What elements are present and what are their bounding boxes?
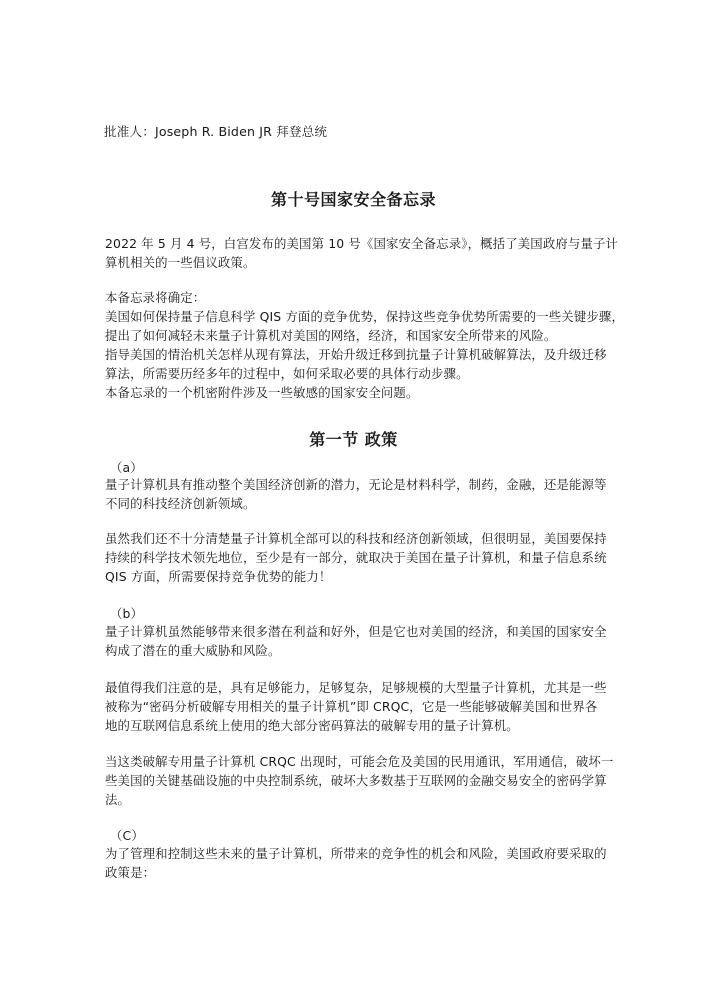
paragraph-line: 持续的科学技术领先地位，至少是有一部分，就取决于美国在量子计算机，和量子信息系统 — [105, 550, 607, 565]
paragraph-line: 构成了潜在的重大威胁和风险。 — [105, 643, 281, 658]
intro-line: 算机相关的一些倡议政策。 — [105, 255, 256, 270]
paragraph-line: 最值得我们注意的是，具有足够能力，足够复杂，足够规模的大型量子计算机，尤其是一些 — [105, 680, 607, 695]
memo-line: 本备忘录将确定： — [105, 290, 206, 305]
paragraph-line: 量子计算机虽然能够带来很多潜在利益和好外，但是它也对美国的经济，和美国的国家安全 — [105, 624, 607, 639]
memo-line: 提出了如何减轻未来量子计算机对美国的网络，经济，和国家安全所带来的风险。 — [105, 328, 557, 343]
paragraph-line: 当这类破解专用量子计算机 CRQC 出现时，可能会危及美国的民用通讯，军用通信，破坏一 — [105, 754, 614, 769]
paragraph-line: 为了管理和控制这些未来的量子计算机，所带来的竞争性的机会和风险，美国政府要采取的 — [105, 846, 607, 861]
document-title: 第十号国家安全备忘录 — [270, 190, 436, 209]
clause-marker-c: （C） — [110, 828, 144, 843]
paragraph-line: QIS 方面，所需要保持竞争优势的能力！ — [105, 569, 332, 584]
memo-line: 指导美国的情治机关怎样从现有算法，开始升级迁移到抗量子计算机破解算法，及升级迁移 — [105, 347, 607, 362]
paragraph-line: 地的互联网信息系统上使用的绝大部分密码算法的破解专用的量子计算机。 — [105, 718, 519, 733]
paragraph-line: 些美国的关键基础设施的中央控制系统，破坏大多数基于互联网的金融交易安全的密码学算 — [105, 773, 607, 788]
memo-line: 本备忘录的一个机密附件涉及一些敏感的国家安全问题。 — [105, 385, 419, 400]
paragraph-line: 量子计算机具有推动整个美国经济创新的潜力，无论是材料科学，制药，金融，还是能源等 — [105, 477, 607, 492]
memo-line: 算法，所需要历经多年的过程中，如何采取必要的具体行动步骤。 — [105, 366, 469, 381]
paragraph-line: 法。 — [105, 792, 131, 807]
clause-marker-a: （a） — [110, 460, 143, 475]
paragraph-line: 虽然我们还不十分清楚量子计算机全部可以的科技和经济创新领域，但很明显，美国要保持 — [105, 531, 607, 546]
paragraph-line: 政策是： — [105, 865, 156, 880]
approver-line: 批准人：Joseph R. Biden JR 拜登总统 — [104, 124, 328, 139]
clause-marker-b: （b） — [110, 606, 144, 621]
section-title: 第一节 政策 — [309, 430, 398, 449]
memo-line: 美国如何保持量子信息科学 QIS 方面的竞争优势，保持这些竞争优势所需要的一些关键步骤， — [105, 309, 624, 324]
paragraph-line: 被称为“密码分析破解专用相关的量子计算机”即 CRQC，它是一些能够破解美国和世界各 — [105, 699, 598, 714]
paragraph-line: 不同的科技经济创新领域。 — [105, 496, 256, 511]
intro-line: 2022 年 5 月 4 号，白宫发布的美国第 10 号《国家安全备忘录》，概括了美国政府与量子计 — [105, 236, 619, 251]
